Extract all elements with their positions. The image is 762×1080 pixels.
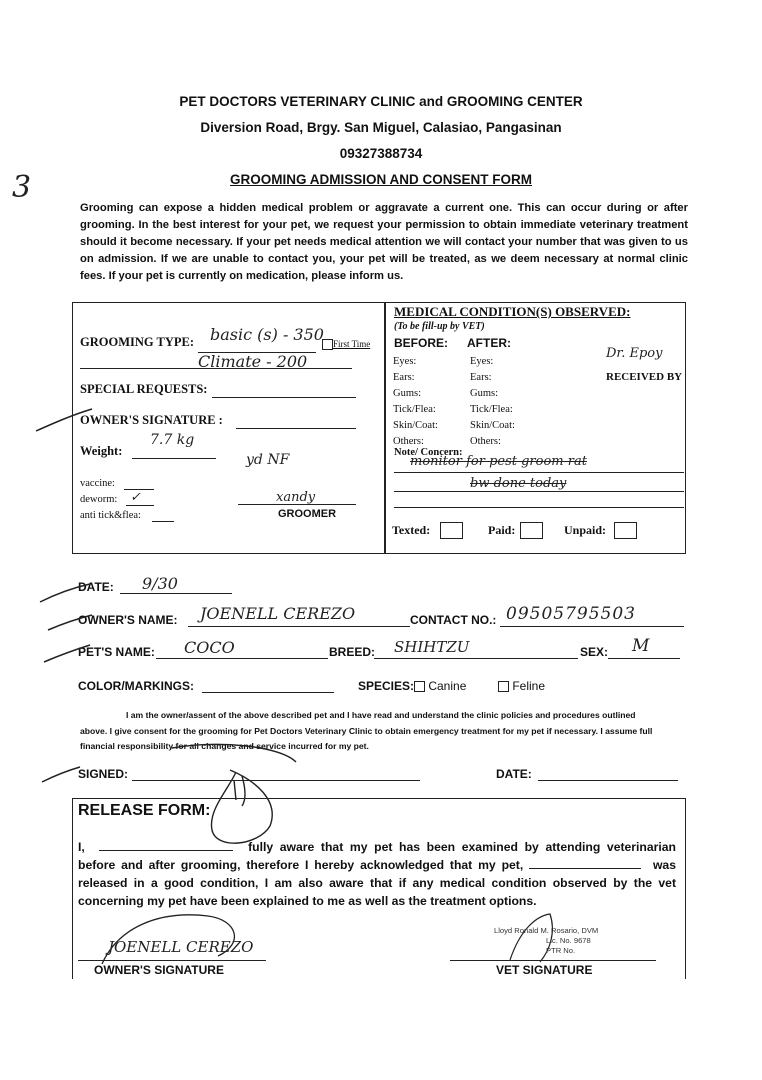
vet-signature-label: VET SIGNATURE: [496, 963, 593, 977]
feline-label: Feline: [512, 679, 546, 693]
sex-label: SEX:: [580, 645, 609, 659]
owner-name-checkmark: [46, 612, 94, 632]
unpaid-checkbox[interactable]: [614, 522, 637, 539]
first-time-label: First Time: [333, 339, 371, 349]
intro-paragraph: Grooming can expose a hidden medical problem or aggravate a current one. This can occur during or after grooming. In the best interest for your pet, we request your permission to obtain immediate veterinary treatment should it become necessary. If your pet needs medical attention we will contact your number that was given to us on admission. If we are unable to contact you, your pet will be treated, as we deem necessary at normal clinic fees. If your pet is currently on medication, please inform us.: [80, 202, 688, 282]
owner-signature-label: OWNER'S SIGNATURE :: [80, 413, 223, 427]
grooming-type-line2: Climate - 200: [198, 352, 308, 371]
medical-title: MEDICAL CONDITION(S) OBSERVED:: [394, 304, 631, 319]
feline-checkbox[interactable]: [498, 681, 509, 692]
color-markings-label: COLOR/MARKINGS:: [78, 679, 194, 693]
release-owner-blank[interactable]: [99, 850, 233, 851]
signed-label: SIGNED:: [78, 767, 129, 781]
sex-value: M: [632, 636, 650, 656]
anti-tick-label: anti tick&flea:: [80, 510, 141, 521]
release-text-c: was released in a good condition, I am also aware that if any medical condition observed by the vet concerning my pet have been explained to me as well as the treatment options.: [78, 858, 676, 908]
paid-label: Paid:: [488, 523, 516, 537]
after-tick-flea: Tick/Flea:: [470, 404, 513, 415]
date-checkmark: [38, 580, 92, 606]
weight-value: 7.7 kg: [150, 432, 195, 448]
weight-label: Weight:: [80, 444, 123, 458]
paid-checkbox[interactable]: [520, 522, 543, 539]
grooming-type-label: GROOMING TYPE:: [80, 335, 195, 349]
vet-signature-scribble: [480, 910, 580, 966]
after-list: [470, 354, 515, 450]
before-label: BEFORE:: [394, 336, 448, 350]
texted-checkbox[interactable]: [440, 522, 463, 539]
species-canine-option[interactable]: [414, 679, 466, 693]
after-eyes: Eyes:: [470, 356, 494, 367]
after-label: AFTER:: [467, 336, 511, 350]
clinic-phone: 09327388734: [339, 146, 423, 161]
release-text-a: I,: [78, 840, 85, 854]
groomer-signature: xandy: [276, 490, 316, 505]
before-tick-flea: Tick/Flea:: [393, 404, 436, 415]
texted-label: Texted:: [392, 523, 431, 537]
after-gums: Gums:: [470, 388, 499, 399]
owner-signature-value: JOENELL CEREZO: [108, 938, 254, 956]
release-owner-scribble: [98, 904, 248, 968]
signed-date-label: DATE:: [496, 767, 532, 781]
consent-text: above. I give consent for the grooming for Pet Doctors Veterinary Clinic to obtain emergency treatment for my pet if necessary. I assume full financial responsibility for all changes and service incurred for my pet.: [80, 726, 653, 751]
species-label: SPECIES:: [358, 679, 415, 693]
canine-checkbox[interactable]: [414, 681, 425, 692]
contact-label: CONTACT NO.:: [410, 613, 497, 627]
page-number: 3: [12, 170, 32, 205]
groomer-label: GROOMER: [278, 508, 337, 520]
first-time-option[interactable]: [322, 339, 370, 350]
release-text-b: fully aware that my pet has been examined by attending veterinarian before and after grooming, therefore I hereby acknowledged that my pet,: [78, 840, 677, 872]
after-others: Others:: [470, 436, 501, 447]
before-others: Others:: [393, 436, 424, 447]
date-value: 9/30: [142, 574, 178, 593]
species-feline-option[interactable]: [498, 679, 545, 693]
note-line1: monitor for pest groom rat: [410, 454, 587, 469]
received-by-value: Dr. Epoy: [606, 346, 663, 361]
pet-name-value: COCO: [184, 638, 235, 657]
release-text: [78, 838, 676, 910]
vet-stamp-name: Lloyd Ronald M. Rosario, DVM: [494, 926, 599, 935]
grooming-type-line1: basic (s) - 350: [210, 325, 324, 344]
vaccine-label: vaccine:: [80, 478, 115, 489]
pet-name-label: PET'S NAME:: [78, 645, 155, 659]
signed-checkmark: [40, 764, 82, 784]
canine-label: Canine: [428, 679, 467, 693]
first-time-checkbox[interactable]: [322, 339, 333, 350]
before-skin-coat: Skin/Coat:: [393, 420, 438, 431]
breed-value: SHIHTZU: [394, 638, 470, 656]
release-pet-blank[interactable]: [529, 868, 641, 869]
before-list: [393, 354, 438, 450]
medical-subtitle: (To be fill-up by VET): [394, 321, 485, 332]
before-eyes: Eyes:: [393, 356, 417, 367]
deworm-label: deworm:: [80, 494, 118, 505]
date-label: DATE:: [78, 580, 114, 594]
before-ears: Ears:: [393, 372, 415, 383]
clinic-name: PET DOCTORS VETERINARY CLINIC and GROOMING CENTER: [179, 94, 583, 109]
unpaid-label: Unpaid:: [564, 523, 607, 537]
owner-signature-label: OWNER'S SIGNATURE: [94, 963, 224, 977]
before-gums: Gums:: [393, 388, 422, 399]
clinic-address: Diversion Road, Brgy. San Miguel, Calasiao, Pangasinan: [200, 120, 562, 135]
owner-name-label: OWNER'S NAME:: [78, 613, 178, 627]
deworm-value: ✓: [130, 490, 141, 505]
form-title: GROOMING ADMISSION AND CONSENT FORM: [230, 172, 532, 187]
special-requests-label: SPECIAL REQUESTS:: [80, 382, 208, 396]
consent-line1: I am the owner/assent of the above described pet and I have read and understand the clinic policies and procedures outlined: [126, 710, 636, 720]
note-label: Note/ Concern:: [394, 447, 463, 458]
release-title: RELEASE FORM:: [78, 802, 211, 819]
owner-name-value: JOENELL CEREZO: [200, 604, 356, 623]
vet-stamp-license: Lic. No. 9678: [546, 936, 591, 945]
vet-stamp-ptr: PTR No.: [546, 946, 576, 955]
breed-label: BREED:: [329, 645, 376, 659]
medical-note-value: yd NF: [246, 452, 290, 468]
pet-name-checkmark: [42, 642, 92, 664]
after-skin-coat: Skin/Coat:: [470, 420, 515, 431]
after-ears: Ears:: [470, 372, 492, 383]
note-line2: bw done today: [470, 476, 567, 491]
contact-value: 09505795503: [506, 604, 636, 624]
owner-signature-checkmark: [34, 405, 94, 435]
received-by-label: RECEIVED BY: [606, 371, 683, 383]
